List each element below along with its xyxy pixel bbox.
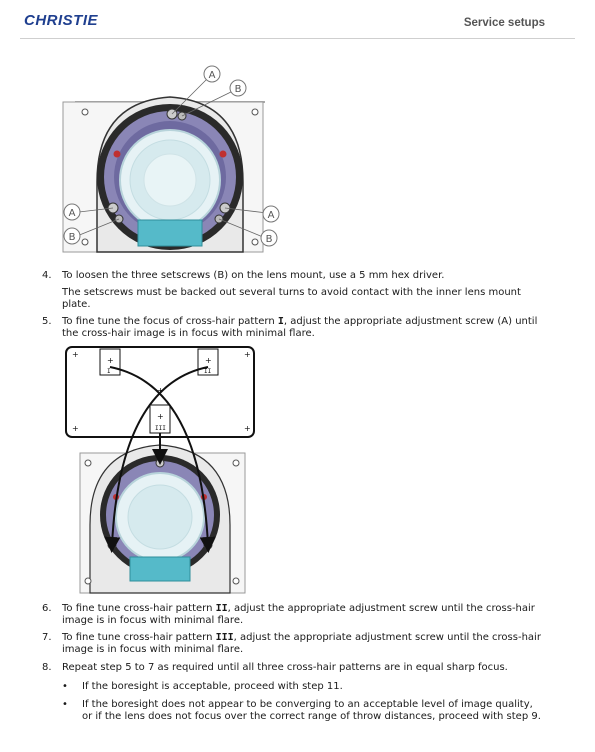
svg-text:A: A <box>208 70 216 81</box>
svg-text:II: II <box>204 368 212 375</box>
header-divider <box>20 38 575 39</box>
step-text: Repeat step 5 to 7 as required until all three cross-hair patterns are in equal sharp focus. <box>62 662 508 673</box>
bullet-icon: • <box>62 699 68 710</box>
svg-text:+: + <box>205 356 212 365</box>
step-number: 8. <box>42 662 52 673</box>
svg-text:+: + <box>107 356 114 365</box>
svg-text:I: I <box>107 368 111 375</box>
svg-text:+: + <box>244 350 251 359</box>
svg-text:A: A <box>68 208 76 219</box>
cross-hair-figure <box>60 345 260 595</box>
svg-text:III: III <box>155 425 166 432</box>
bullet-icon: • <box>62 681 68 692</box>
bullet-text: If the boresight is acceptable, proceed with step 11. <box>82 681 343 692</box>
step-number: 7. <box>42 632 52 643</box>
lens-mount-figure <box>55 62 295 262</box>
svg-text:+: + <box>244 424 251 433</box>
bullet-text: If the boresight does not appear to be converging to an acceptable level of image quality, or if the lens does not focus over the correct range of throw distances, proceed with step 9. <box>82 699 541 722</box>
step-number: 6. <box>42 603 52 614</box>
svg-text:A: A <box>267 210 275 221</box>
page-header <box>0 0 595 40</box>
step-4-note: The setscrews must be backed out several turns to avoid contact with the inner lens mount plate. <box>62 287 521 310</box>
callout-b-top <box>230 80 246 96</box>
callout-a-left <box>64 204 80 220</box>
svg-text:+: + <box>157 386 164 395</box>
svg-text:B: B <box>265 234 273 245</box>
callout-b-right <box>261 230 277 246</box>
step-text: To fine tune the focus of cross-hair pattern I, adjust the appropriate adjustment screw (A) until the cross-hair image is in focus with minimal flare. <box>62 316 538 339</box>
step-text: To fine tune cross-hair pattern II, adjust the appropriate adjustment screw until the cross-hair image is in focus with minimal flare. <box>62 603 535 626</box>
callout-a-top <box>204 66 220 82</box>
svg-text:+: + <box>72 350 79 359</box>
pattern-label: II <box>215 603 228 614</box>
svg-text:B: B <box>68 232 76 243</box>
step-text: To loosen the three setscrews (B) on the lens mount, use a 5 mm hex driver. <box>62 270 445 281</box>
callout-a-right <box>263 206 279 222</box>
step-text: To fine tune cross-hair pattern III, adjust the appropriate adjustment screw until the cross-hair image is in focus with minimal flare. <box>62 632 541 655</box>
christie-logo: CHRISTIE <box>24 12 99 29</box>
step-number: 5. <box>42 316 52 327</box>
svg-text:+: + <box>72 424 79 433</box>
svg-text:B: B <box>234 84 242 95</box>
section-title: Service setups <box>463 17 545 29</box>
pattern-label: I <box>277 316 284 327</box>
pattern-label: III <box>215 632 234 643</box>
svg-text:+: + <box>157 412 164 421</box>
step-number: 4. <box>42 270 52 281</box>
callout-b-left <box>64 228 80 244</box>
